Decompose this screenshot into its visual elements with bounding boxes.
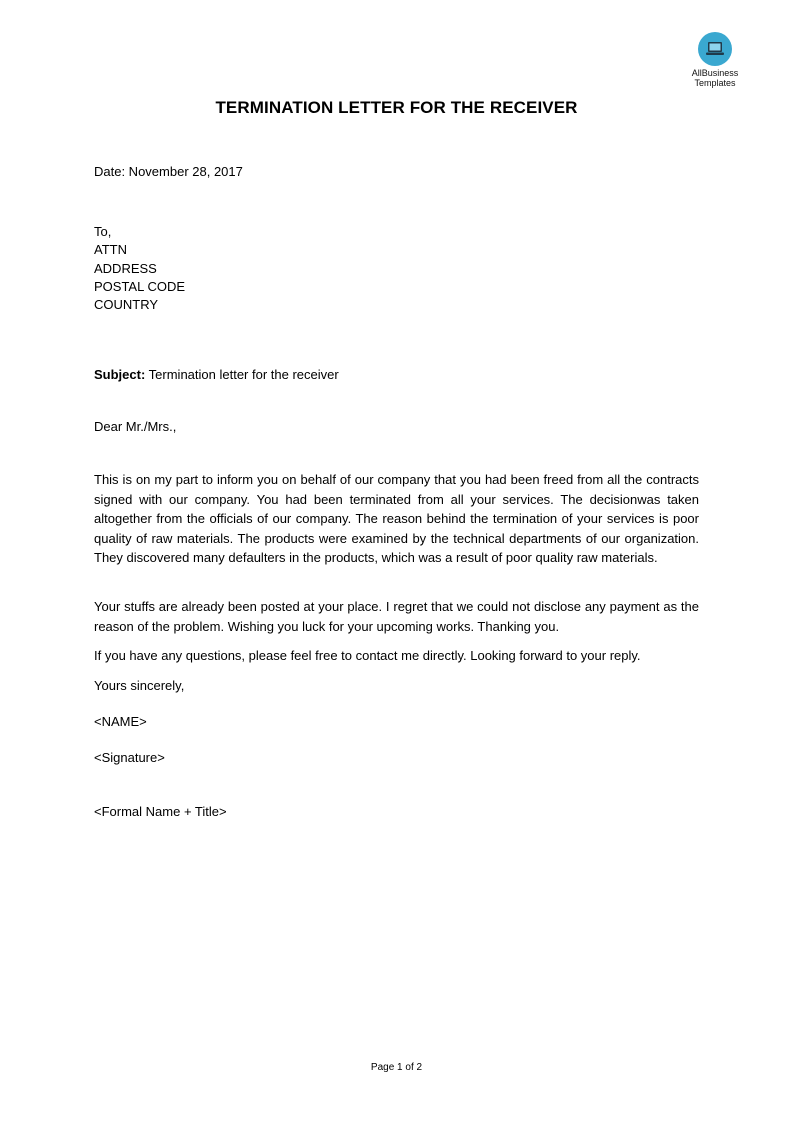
recipient-address <box>94 223 185 314</box>
subject-line <box>94 366 339 384</box>
salutation: Dear Mr./Mrs., <box>94 419 177 434</box>
body-paragraph-3: If you have any questions, please feel free to contact me directly. Looking forward to your reply. <box>94 648 641 663</box>
formal-name-placeholder: <Formal Name + Title> <box>94 804 227 819</box>
address-country: COUNTRY <box>94 297 159 313</box>
closing: Yours sincerely, <box>94 678 185 693</box>
subject-text: Termination letter for the receiver <box>145 367 339 382</box>
subject-label: Subject: <box>94 367 146 382</box>
name-placeholder: <NAME> <box>94 714 147 729</box>
document-title: TERMINATION LETTER FOR THE RECEIVER <box>215 98 578 117</box>
address-attn: ATTN <box>94 242 127 258</box>
laptop-icon <box>698 32 732 66</box>
signature-placeholder: <Signature> <box>94 750 165 765</box>
allbusiness-logo <box>680 32 750 88</box>
date-line: Date: November 28, 2017 <box>94 164 243 179</box>
body-paragraph-1: This is on my part to inform you on behalf of our company that you had been freed from all the contracts signed with our company. You had been terminated from all your services. The decisionwas taken altogether from the officials of our company. The reason behind the termination of your services is poor quality of raw materials. The products were examined by the technical departments of our organization. They discovered many defaulters in the products, which was a result of poor quality raw materials. <box>94 472 699 565</box>
logo-text <box>680 68 750 88</box>
address-line: ADDRESS <box>94 260 157 276</box>
logo-line-2: Templates <box>694 78 736 88</box>
address-postal-code: POSTAL CODE <box>94 278 186 294</box>
address-to: To, <box>94 224 112 239</box>
body-paragraph-2: Your stuffs are already been posted at your place. I regret that we could not disclose any payment as the reason of the problem. Wishing you luck for your upcoming works. Thanking you. <box>94 599 699 634</box>
page-number: Page 1 of 2 <box>370 1062 423 1073</box>
logo-line-1: AllBusiness <box>691 68 739 78</box>
